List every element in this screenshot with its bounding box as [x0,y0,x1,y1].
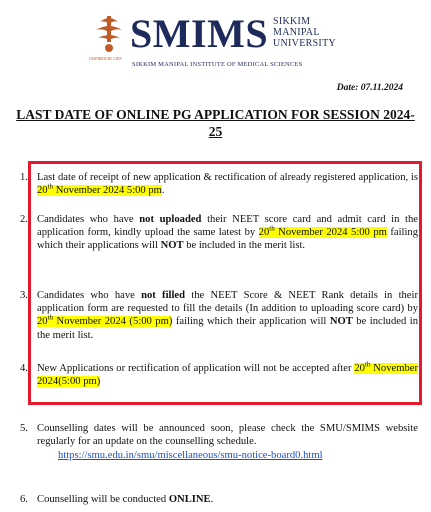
item-number: 1. [20,172,28,183]
list-item [20,493,418,506]
text-run: their NEET score card and admit card in the application form, kindly upload the same latest by [37,214,418,239]
text-run: . [210,494,214,505]
notice-title: LAST DATE OF ONLINE PG APPLICATION FOR SESSION 2024-25 [16,107,415,139]
notice-date: Date: 07.11.2024 [336,83,403,93]
text-run: Candidates who have [37,290,142,301]
list-item [20,289,418,342]
item-number: 2. [20,214,28,225]
highlighted-date [258,224,387,239]
item-text [37,362,418,388]
date-rest: November 2024 (5:00 pm) [53,316,173,328]
date-day: 20 [258,227,270,239]
highlighted-date [37,313,173,328]
list-item [20,213,418,253]
bold-text: NOT [160,240,184,252]
date-rest: November 2024 5:00 pm [274,227,387,239]
smims-emblem-icon [92,12,126,56]
text-run: the NEET Score & NEET Rank details in their application form are requested to fill the details (In addition to uploading score card) by [37,290,418,315]
list-item [20,171,418,197]
brand-side-line: UNIVERSITY [273,38,336,49]
tagline: INSPIRED BY LIFE [89,56,122,61]
text-run: failing which their application will [172,316,330,328]
text-run: be included in the merit list. [183,240,306,252]
university-name [273,16,336,49]
item-number: 6. [20,494,28,505]
item-number: 4. [20,363,28,374]
text-run: Candidates who have [37,214,140,225]
date-rest: November 2024 5:00 pm [53,185,162,197]
institute-name: SIKKIM MANIPAL INSTITUTE OF MEDICAL SCIENCES [132,61,303,68]
bold-text: NOT [329,316,353,328]
bold-text: not uploaded [139,214,202,225]
date-suffix: th [47,313,54,322]
text-run: be included in the merit list. [37,316,418,341]
item-text [37,289,418,342]
text-run: New Applications or rectification of application will not be accepted after [37,363,355,374]
date-day: 20 [37,316,48,328]
item-text [37,422,418,448]
date-suffix: th [47,182,54,191]
text-run: . [161,185,165,197]
item-link-row [58,449,418,462]
list-item [20,422,418,463]
date-suffix: th [364,360,371,369]
text-run: Counselling dates will be announced soon, please check the SMU/SMIMS website regularly for an update on the counselling schedule. [37,423,418,448]
item-number: 3. [20,290,28,301]
text-run: Last date of receipt of new application & rectification of already registered application, is [37,172,418,183]
text-run: Counselling will be conducted [37,494,169,505]
date-day: 20 [354,363,365,374]
text-run: failing which their applications will [37,227,419,252]
bold-text: not filled [141,290,185,301]
bold-text: ONLINE [168,494,211,505]
date-rest: November 2024(5:00 pm) [37,363,418,388]
brand-side-line: SIKKIM [273,16,311,27]
item-text [37,213,418,253]
item-text [37,171,418,197]
date-day: 20 [37,185,48,197]
highlighted-date [37,182,162,197]
date-suffix: th [269,224,275,233]
list-item [20,362,418,388]
item-number: 5. [20,423,28,434]
brand-logo-text: SMIMS [130,11,269,56]
item-text [37,493,418,506]
notice-board-link[interactable]: https://smu.edu.in/smu/miscellaneous/smu-notice-board0.html [58,450,323,462]
brand-side-line: MANIPAL [273,27,320,38]
